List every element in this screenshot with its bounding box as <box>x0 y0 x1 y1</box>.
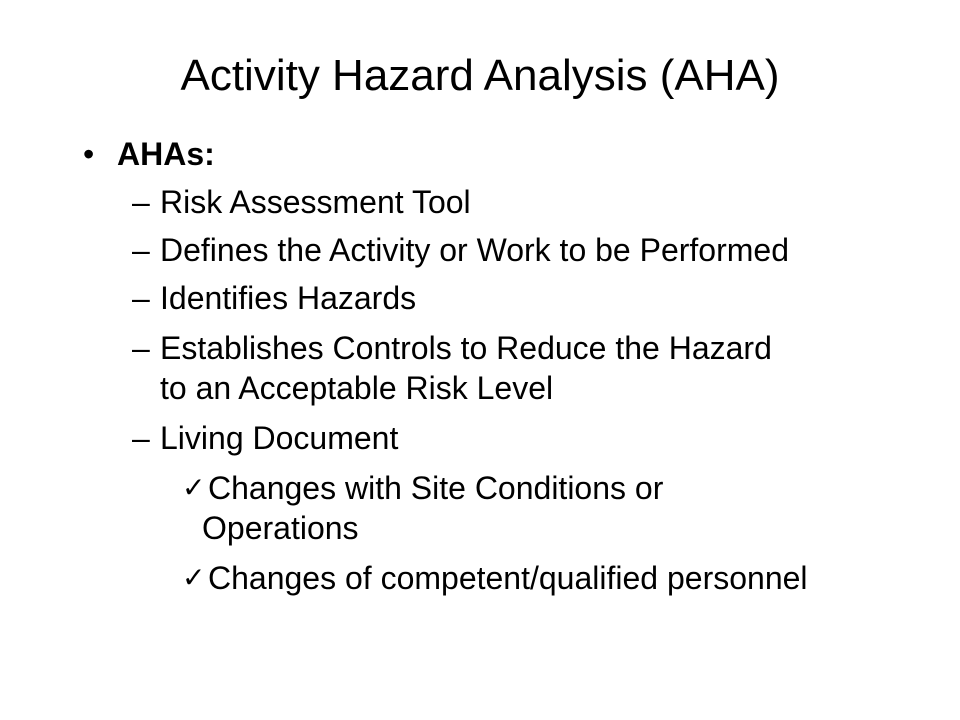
sub-bullet-text: Living Document <box>160 420 399 456</box>
bullet-text: AHAs: <box>117 136 215 172</box>
sub-bullet-item <box>132 182 471 222</box>
checkmark-icon: ✓ <box>182 561 206 594</box>
check-item <box>182 558 808 598</box>
sub-bullet-item <box>132 418 399 458</box>
bullet-marker: • <box>83 136 95 172</box>
dash-marker: – <box>132 232 150 268</box>
check-item-text: Changes with Site Conditions or <box>208 470 664 506</box>
check-item-text: Changes of competent/qualified personnel <box>208 560 808 596</box>
dash-marker: – <box>132 280 150 316</box>
sub-bullet-text: Establishes Controls to Reduce the Hazard <box>160 330 772 366</box>
sub-bullet-text: Risk Assessment Tool <box>160 184 471 220</box>
sub-bullet-item <box>132 230 789 270</box>
check-item-continuation <box>202 508 359 548</box>
dash-marker: – <box>132 420 150 456</box>
slide-title: Activity Hazard Analysis (AHA) <box>180 51 780 100</box>
sub-bullet-text: Identifies Hazards <box>160 280 417 316</box>
sub-bullet-text: to an Acceptable Risk Level <box>160 370 554 406</box>
check-item <box>182 468 664 508</box>
sub-bullet-item <box>132 278 417 318</box>
sub-bullet-item <box>132 328 772 368</box>
check-item-text: Operations <box>202 510 359 546</box>
checkmark-icon: ✓ <box>182 471 206 504</box>
sub-bullet-continuation <box>160 368 553 408</box>
bullet-item-ahas <box>83 134 215 174</box>
dash-marker: – <box>132 184 150 220</box>
sub-bullet-text: Defines the Activity or Work to be Performed <box>160 232 789 268</box>
dash-marker: – <box>132 330 150 366</box>
